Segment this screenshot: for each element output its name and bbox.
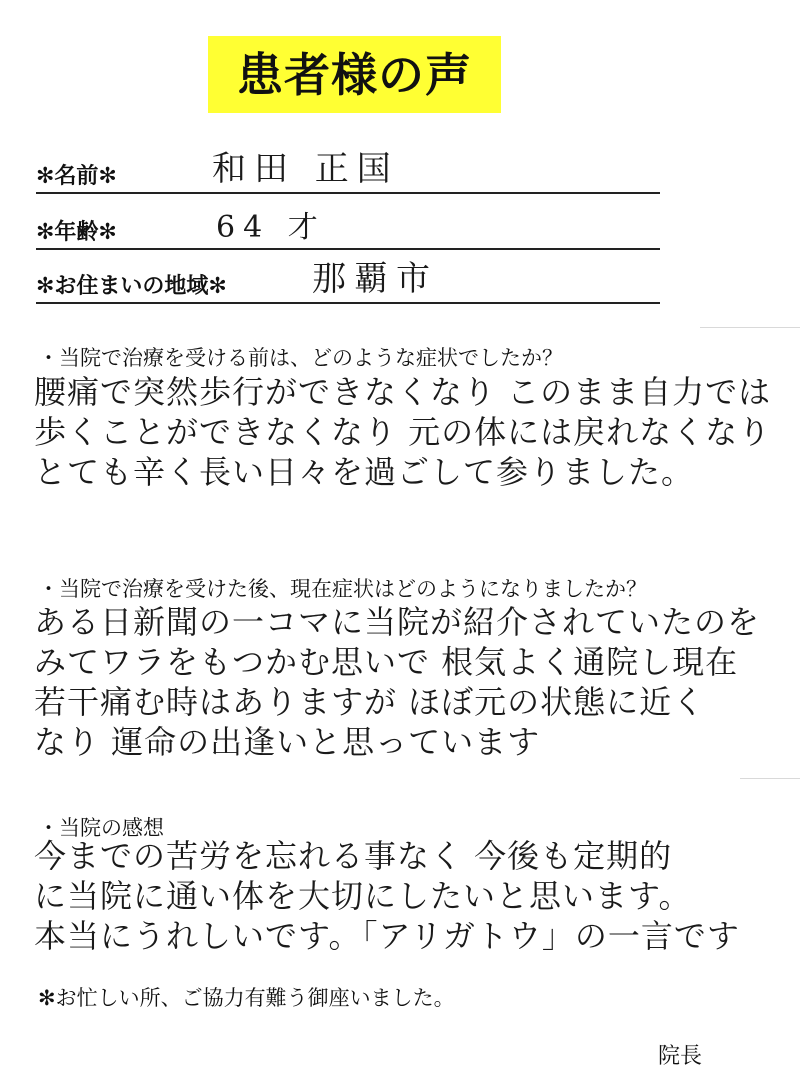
question-before-treatment: ・当院で治療を受ける前は、どのような症状でしたか？ xyxy=(38,346,563,370)
age-field-row xyxy=(36,208,660,250)
answer-line: に当院に通い体を大切にしたいと思います。 xyxy=(34,877,692,915)
answer-before-treatment xyxy=(34,372,771,492)
title-banner xyxy=(208,36,501,113)
answer-impressions xyxy=(34,836,740,956)
answer-line: みてワラをもつかむ思いで 根気よく通院し現在 xyxy=(34,643,739,681)
name-field-row xyxy=(36,149,660,194)
question-after-treatment: ・当院で治療を受けた後、現在症状はどのようになりましたか？ xyxy=(38,577,647,601)
answer-line: ある日新聞の一コマに当院が紹介されていたのを xyxy=(34,603,761,641)
answer-line: 歩くことができなくなり 元の体には戻れなくなり xyxy=(34,413,772,451)
name-label: ✻名前✻ xyxy=(36,164,117,189)
answer-line: 若干痛む時はありますが ほぼ元の状態に近く xyxy=(34,683,706,721)
answer-line: なり 運命の出逢いと思っています xyxy=(34,723,541,761)
scan-mark xyxy=(740,778,800,779)
answer-line: 今までの苦労を忘れる事なく 今後も定期的 xyxy=(34,837,673,875)
closing-message: ✻お忙しい所、ご協力有難う御座いました。 xyxy=(38,986,455,1010)
question-impressions: ・当院の感想 xyxy=(38,816,164,840)
answer-line: 腰痛で突然歩行ができなくなり このまま自力では xyxy=(34,373,772,411)
scan-mark xyxy=(700,327,800,328)
area-value: 那覇市 xyxy=(312,259,438,299)
answer-line: 本当にうれしいです。「アリガトウ」の一言です xyxy=(34,917,740,955)
signature: 院長 xyxy=(658,1044,703,1069)
age-label: ✻年齢✻ xyxy=(36,220,117,245)
name-value: 和田 正国 xyxy=(212,149,399,189)
answer-line: とても辛く長い日々を過ごして参りました。 xyxy=(34,453,695,491)
answer-after-treatment xyxy=(34,602,760,762)
age-value: 64 才 xyxy=(216,210,326,245)
area-field-row xyxy=(36,259,660,304)
area-label: ✻お住まいの地域✻ xyxy=(36,274,227,299)
page-title: 患者様の声 xyxy=(237,47,472,102)
